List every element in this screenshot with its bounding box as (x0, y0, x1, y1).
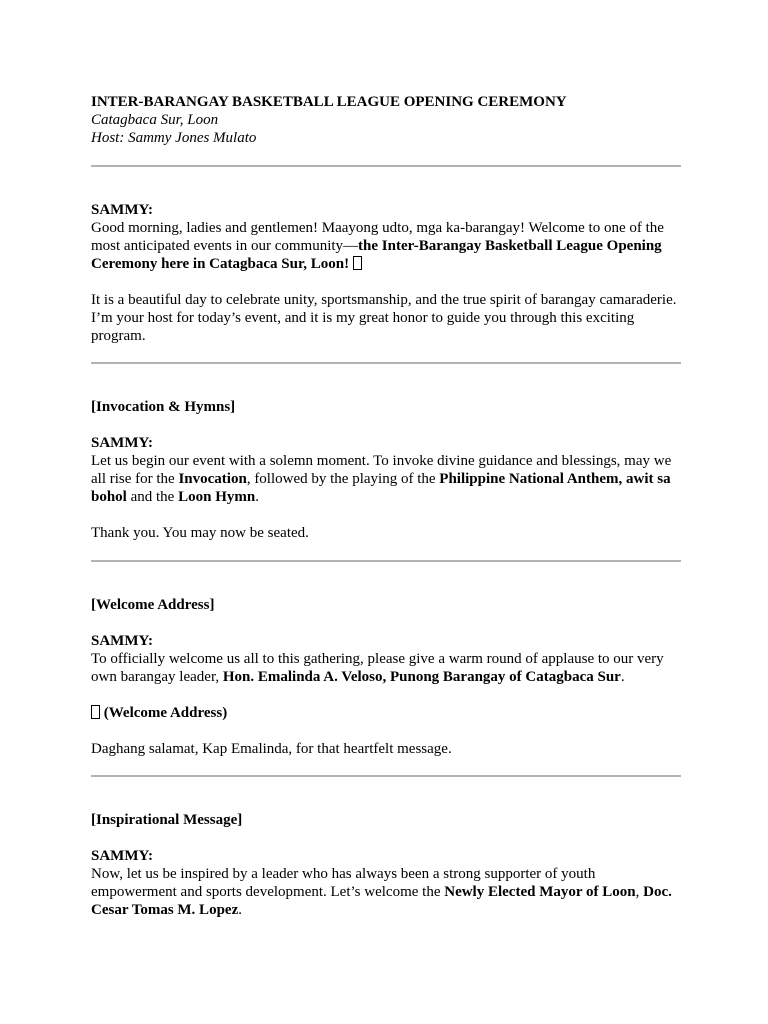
text-run: , followed by the playing of the (246, 471, 440, 487)
emoji-placeholder-icon (353, 256, 362, 270)
welcome-paragraph (91, 650, 681, 686)
text-run: , (635, 884, 644, 900)
welcome-cue (91, 704, 681, 722)
text-run: To officially welcome us all to this gathering, please give a warm round of applause to our very own barangay leader, (91, 651, 664, 685)
bold-run: Hon. Emalinda A. Veloso, Punong Barangay of Catagbaca Sur (222, 669, 621, 685)
text-run: and the (126, 489, 179, 505)
opening-text: Good morning, ladies and gentlemen! Maayong udto, mga ka-barangay! Welcome to one of the most anticipated events in our community— (91, 220, 664, 254)
host-line: Host: Sammy Jones Mulato (91, 130, 257, 146)
emoji-placeholder-icon (91, 705, 100, 719)
bold-run: Newly Elected Mayor of Loon (444, 884, 636, 900)
document-title: INTER-BARANGAY BASKETBALL LEAGUE OPENING CEREMONY (91, 94, 567, 110)
cue-text: (Welcome Address) (103, 705, 228, 721)
divider (91, 362, 681, 364)
speaker-label: SAMMY: (91, 848, 153, 864)
divider (91, 165, 681, 167)
text-run: . (620, 669, 625, 685)
thanks-paragraph: Daghang salamat, Kap Emalinda, for that heartfelt message. (91, 741, 452, 757)
bold-run: Invocation (178, 471, 247, 487)
inspirational-paragraph (91, 865, 681, 919)
section-heading-inspirational: [Inspirational Message] (91, 812, 243, 828)
text-run: Let us begin our event with a solemn moment. To invoke divine guidance and blessings, may we all rise for the (91, 453, 672, 487)
seated-paragraph: Thank you. You may now be seated. (91, 525, 309, 541)
location-line: Catagbaca Sur, Loon (91, 112, 219, 128)
divider (91, 560, 681, 562)
text-run: . (255, 489, 259, 505)
speaker-label: SAMMY: (91, 202, 153, 218)
document-page (91, 93, 681, 919)
intro-paragraph: It is a beautiful day to celebrate unity, sportsmanship, and the true spirit of barangay camaraderie. I’m your host for today’s event, and it is my great honor to guide you through this exciting program. (91, 292, 677, 344)
opening-paragraph (91, 219, 681, 273)
section-heading-invocation: [Invocation & Hymns] (91, 399, 236, 415)
bold-run: Doc. Cesar Tomas M. Lopez (91, 884, 672, 918)
invocation-paragraph (91, 452, 681, 506)
speaker-label: SAMMY: (91, 435, 153, 451)
speaker-label: SAMMY: (91, 633, 153, 649)
divider (91, 775, 681, 777)
opening-bold-text: the Inter-Barangay Basketball League Opening Ceremony here in Catagbaca Sur, Loon! (91, 238, 662, 272)
section-heading-welcome: [Welcome Address] (91, 597, 215, 613)
text-run: Now, let us be inspired by a leader who has always been a strong supporter of youth empowerment and sports development. Let’s welcome the (91, 866, 596, 900)
bold-run: Philippine National Anthem, awit sa bohol (91, 471, 671, 505)
text-run: . (238, 902, 242, 918)
bold-run: Loon Hymn (178, 489, 256, 505)
